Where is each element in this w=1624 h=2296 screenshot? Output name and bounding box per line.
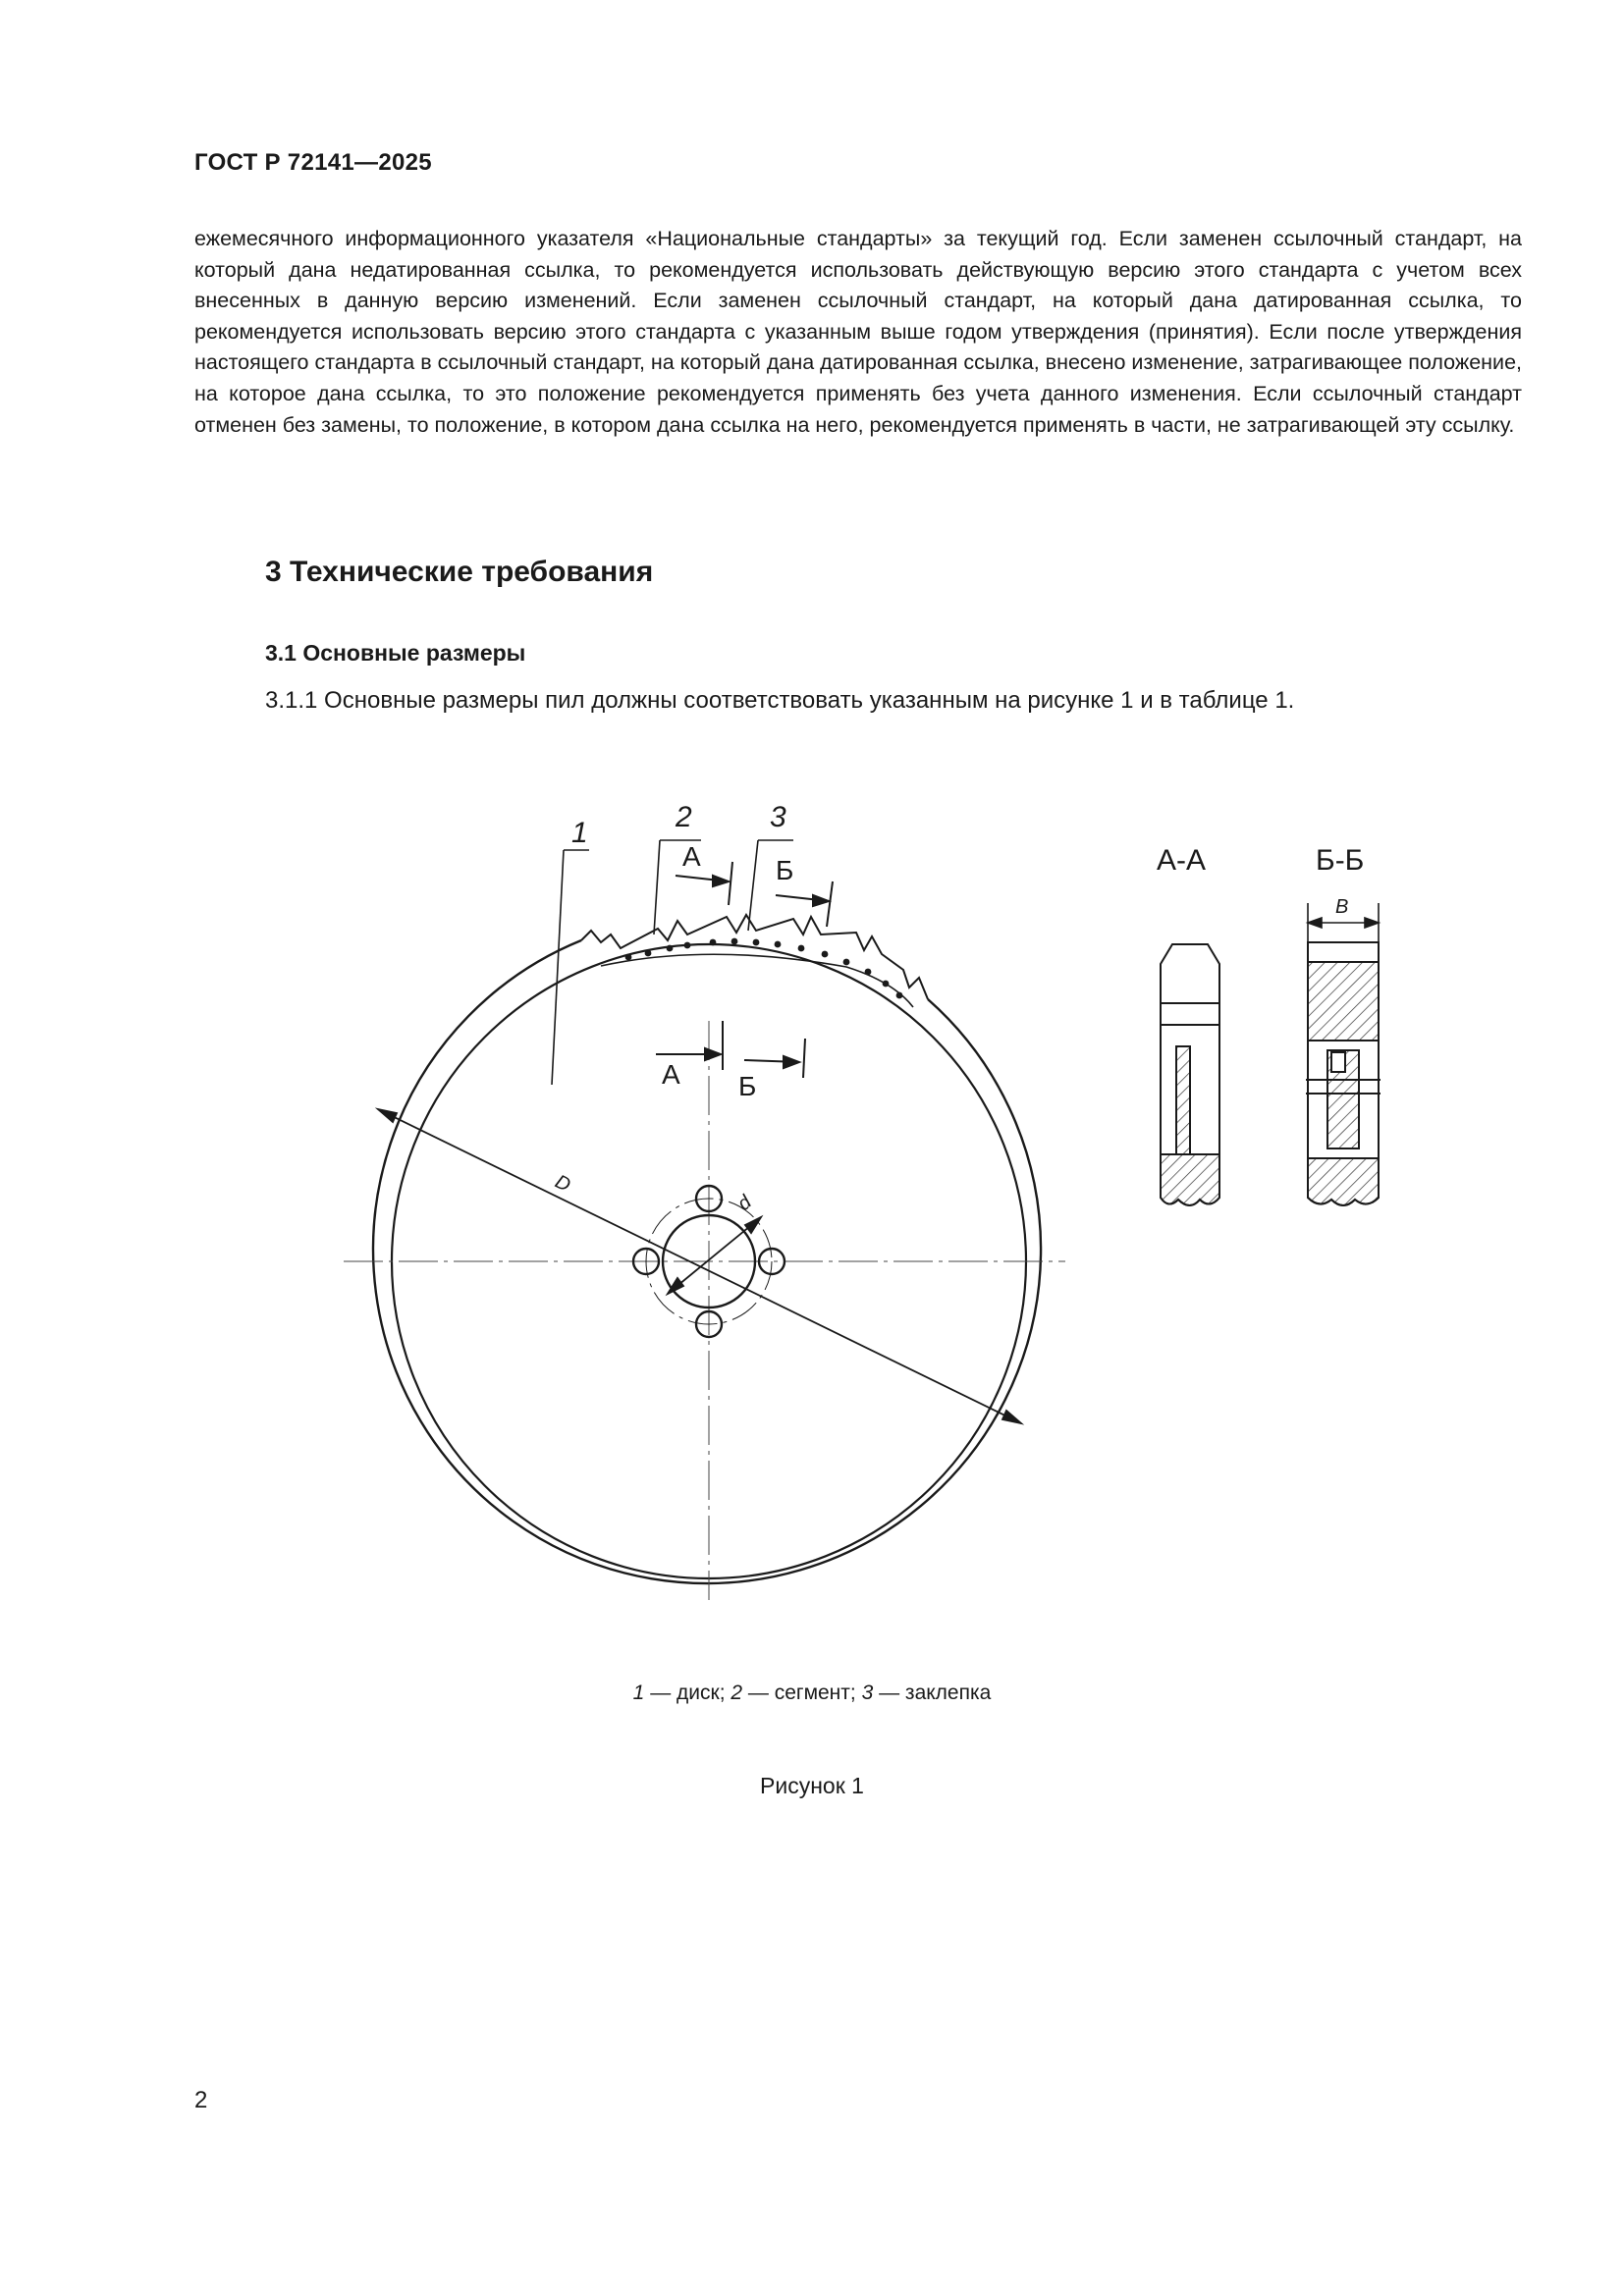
section-label-b-lower: Б — [738, 1071, 757, 1101]
document-header: ГОСТ Р 72141—2025 — [194, 149, 432, 176]
legend-text-2: — сегмент; — [742, 1682, 862, 1704]
teeth-segment — [581, 915, 928, 999]
diameter-label: D — [551, 1170, 574, 1197]
section-view-aa — [1161, 944, 1219, 1205]
callout-leaders — [552, 840, 793, 1085]
clause-text: 3.1.1 Основные размеры пил должны соответствовать указанным на рисунке 1 и в таблице 1. — [265, 687, 1295, 714]
legend-number-3: 3 — [861, 1682, 874, 1704]
subsection-title: 3.1 Основные размеры — [265, 640, 526, 666]
callout-3: 3 — [770, 801, 786, 833]
centerlines — [344, 1021, 1065, 1600]
section-label-b-top: Б — [776, 855, 794, 885]
legend-text-3: — заклепка — [873, 1682, 992, 1704]
section-label-a-top: А — [682, 841, 701, 872]
saw-disk — [373, 915, 1041, 1583]
section-view-aa-title: А-А — [1157, 844, 1207, 877]
section-view-bb — [1306, 942, 1380, 1205]
callout-1: 1 — [571, 817, 588, 849]
width-label: B — [1335, 896, 1349, 918]
page-number: 2 — [194, 2087, 208, 2113]
section-title: 3 Технические требования — [265, 556, 654, 588]
rivet-row — [625, 938, 903, 999]
diameter-dimension — [378, 1109, 1021, 1423]
intro-paragraph: ежемесячного информационного указателя «Национальные стандарты» за текущий год. Если заменен ссылочный стандарт, на который дана недатированная ссылка, то рекомендуется использовать действующую версию этого стандарта с учетом всех внесенных в данную версию изменений. Если заменен ссылочный стандарт, на который дана датированная ссылка, то рекомендуется использовать версию этого стандарта с указанным выше годом утверждения (принятия). Если после утверждения настоящего стандарта в ссылочный стандарт, на который дана датированная ссылка, внесено изменение, затрагивающее положение, на которое дана ссылка, то это положение рекомендуется применять без учета данного изменения. Если ссылочный стандарт отменен без замены, то положение, в котором дана ссылка на него, рекомендуется применять в части, не затрагивающей эту ссылку. — [194, 227, 1522, 437]
legend-text-1: — диск; — [644, 1682, 731, 1704]
section-mark-b-top — [776, 881, 833, 927]
bore-label: d — [733, 1191, 756, 1215]
legend-number-1: 1 — [632, 1682, 645, 1704]
bore-dimension — [668, 1217, 761, 1294]
section-view-bb-title: Б-Б — [1316, 844, 1365, 877]
callout-2: 2 — [676, 801, 692, 833]
section-label-a-lower: А — [662, 1059, 680, 1090]
figure-legend — [0, 1682, 1624, 1705]
legend-number-2: 2 — [731, 1682, 743, 1704]
figure-caption: Рисунок 1 — [760, 1773, 864, 1798]
